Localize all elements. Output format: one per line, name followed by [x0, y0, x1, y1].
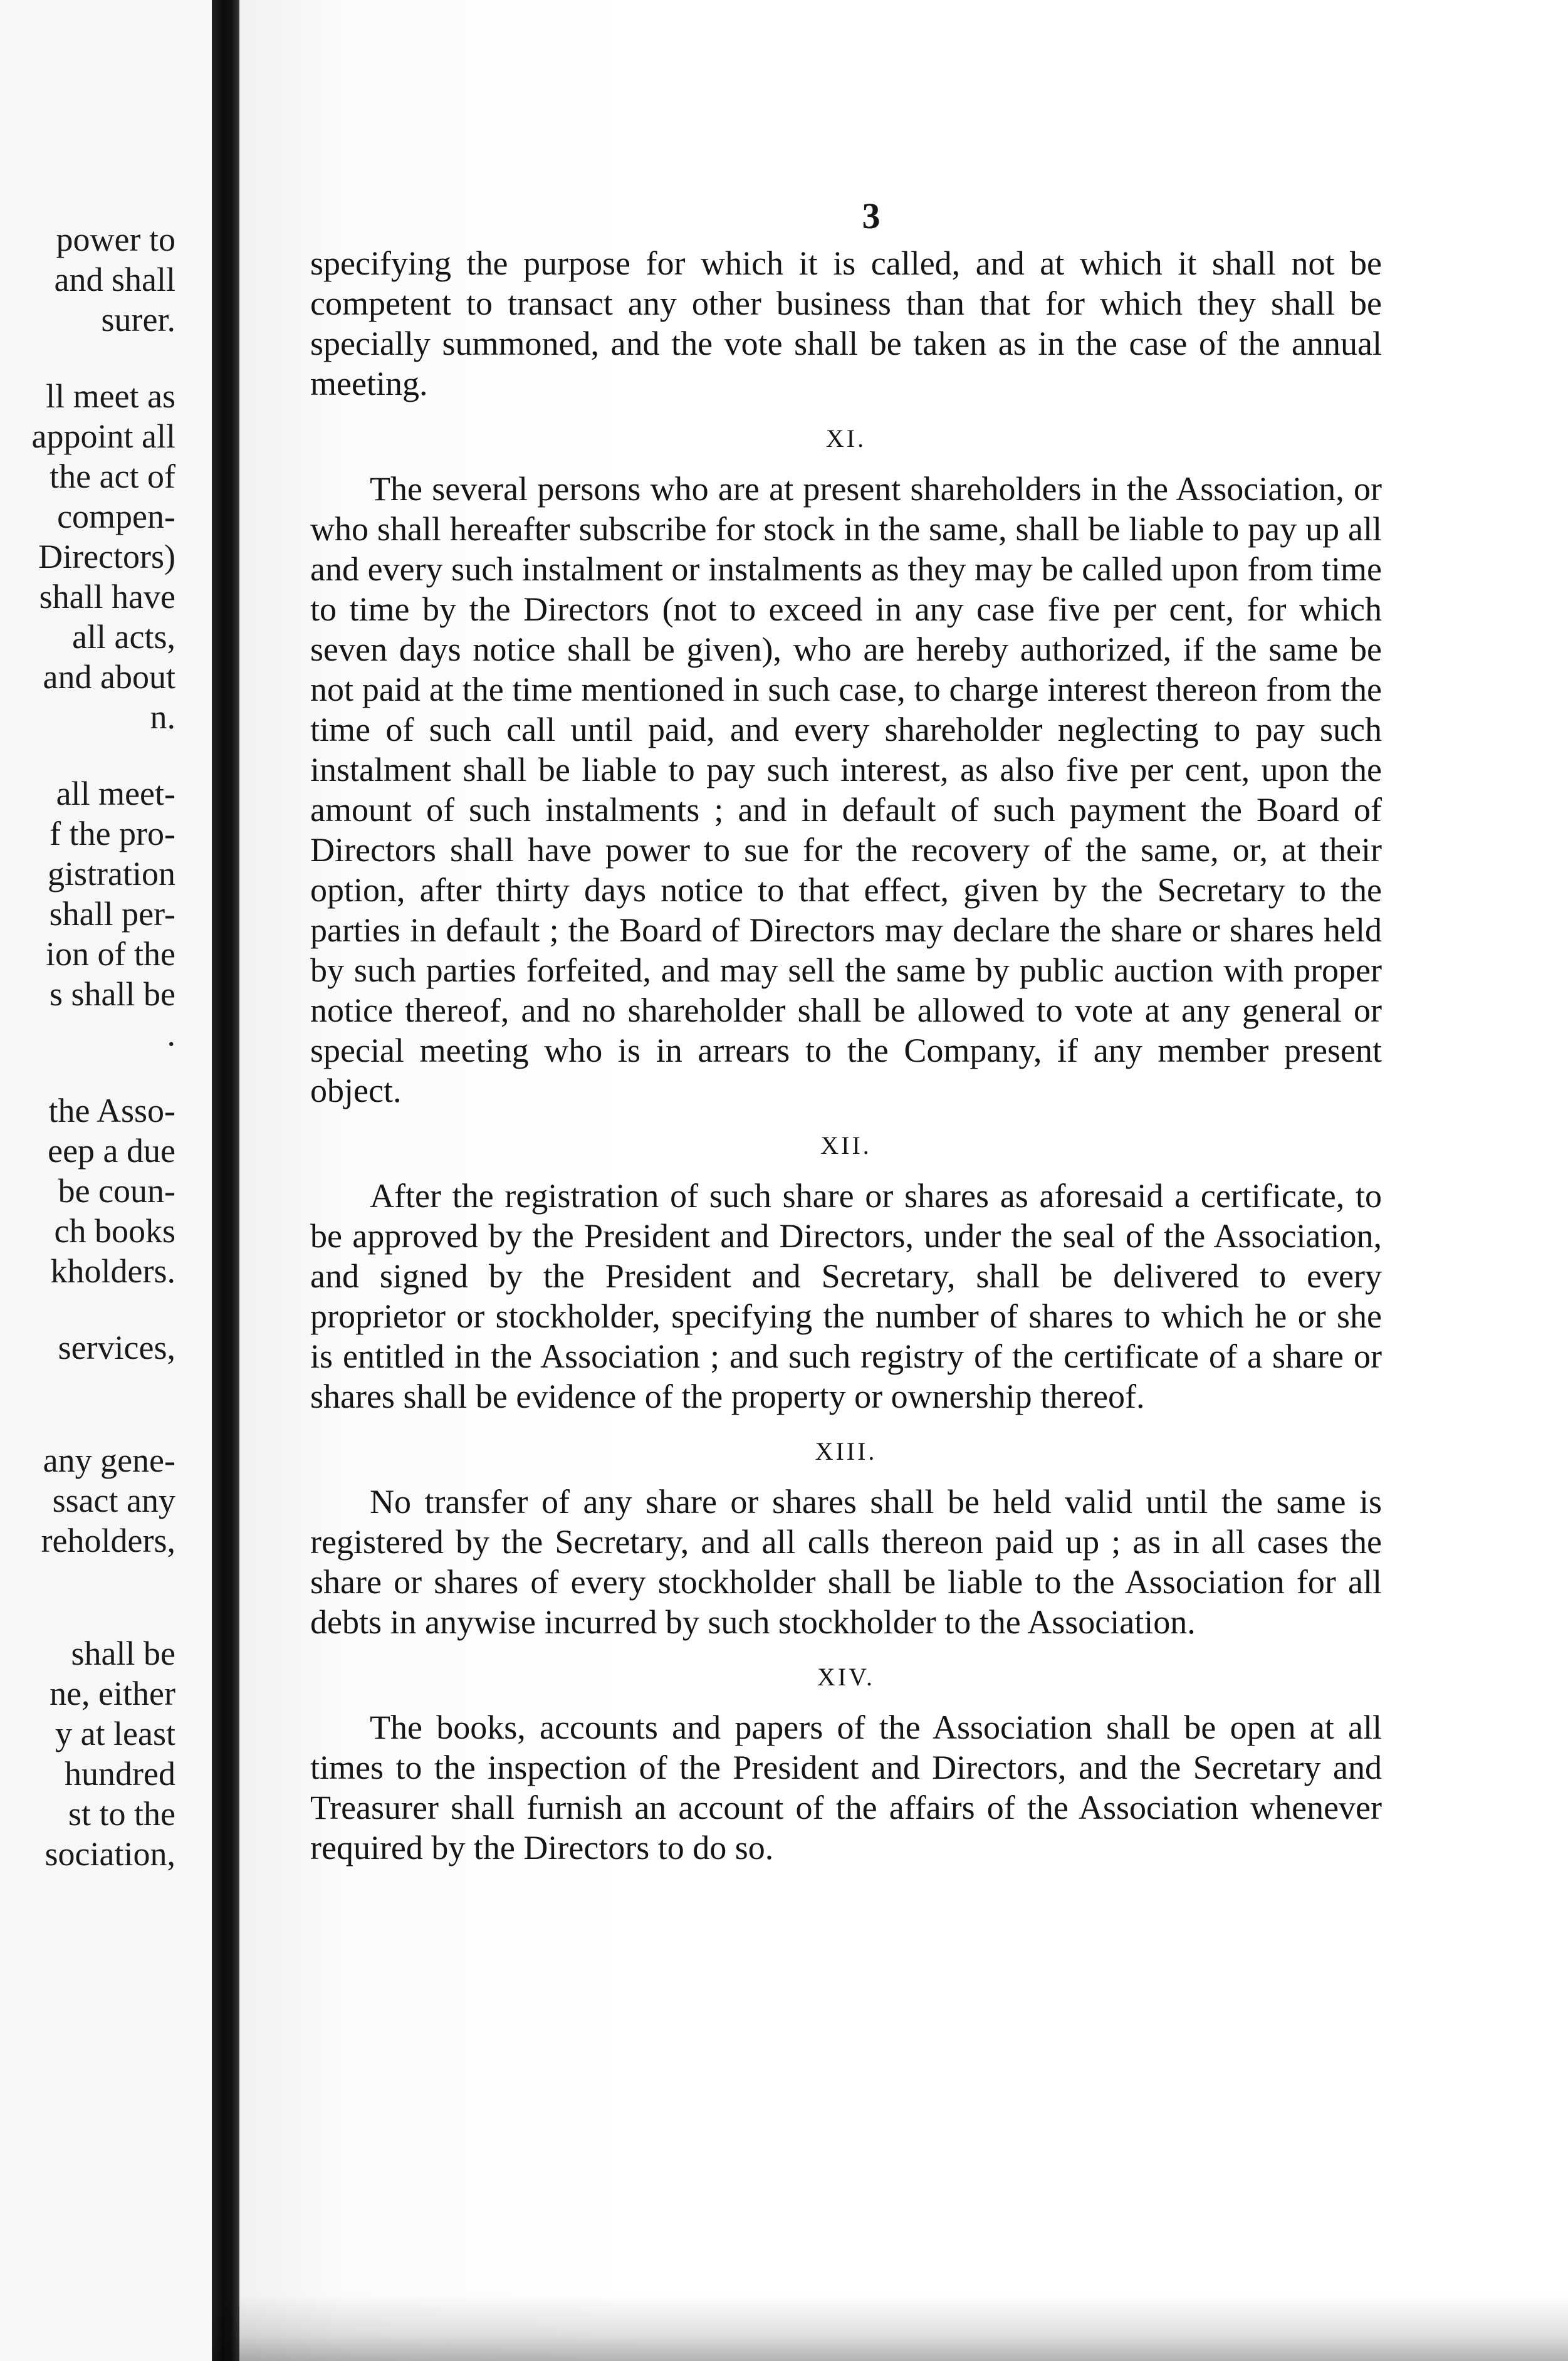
section-heading-xiii: XIII.	[815, 1437, 877, 1465]
left-line: ion of the	[46, 935, 175, 973]
left-line: shall have	[39, 578, 175, 615]
left-block	[0, 1327, 213, 1368]
left-line: compen-	[57, 498, 175, 535]
book-gutter	[212, 0, 239, 2361]
left-line: s shall be	[50, 975, 175, 1013]
left-line: st to the	[68, 1795, 175, 1833]
left-line: y at least	[55, 1715, 175, 1752]
left-block	[0, 1440, 213, 1561]
left-line: the act of	[50, 458, 175, 495]
left-page-fragment	[0, 0, 213, 2361]
left-line: any gene-	[43, 1442, 175, 1479]
left-block	[0, 773, 213, 1054]
left-line: all meet-	[56, 775, 175, 812]
left-line: n.	[150, 698, 175, 736]
section-xi-text: The several persons who are at present shareholders in the Association, or who shall hereafter subscribe for stock in the same, shall be liable to pay up all and every such instalment or instalments as they may be called upon from time to time by the Directors (not to exceed in any case five per cent, for which seven days notice shall be given), who are hereby authorized, if the same be not paid at the time mentioned in such case, to charge interest thereon from the time of such call until paid, and every shareholder neglecting to pay such instalment shall be liable to pay such interest, as also five per cent, upon the amount of such instalments ; and in default of such payment the Board of Directors shall have power to sue for the recovery of the same, or, at their option, after thirty days notice to that effect, given by the Secretary to the parties in default ; the Board of Directors may declare the share or shares held by such parties forfeited, and may sell the same by public auction with proper notice thereof, and no shareholder shall be allowed to vote at any general or special meeting who is in arrears to the Company, if any member present object.	[310, 470, 1382, 1109]
left-line: Directors)	[38, 538, 175, 575]
section-heading-xii: XII.	[820, 1131, 872, 1160]
page-content	[310, 194, 1382, 1868]
left-line: sociation,	[44, 1835, 175, 1873]
left-line: shall per-	[49, 895, 175, 933]
left-line: shall be	[71, 1635, 175, 1672]
left-line: eep a due	[48, 1132, 175, 1170]
section-xii-text: After the registration of such share or shares as aforesaid a certificate, to be approved by the President and Directors, under the seal of the Association, and signed by the President and Secretary, shall be delivered to every proprietor or stockholder, specifying the number of shares to which he or she is entitled in the Association ; and such registry of the certificate of a share or shares shall be evidence of the property or ownership thereof.	[310, 1177, 1382, 1415]
section-xiv-text: The books, accounts and papers of the Association shall be open at all times to the inspection of the President and Directors, and the Secretary and Treasurer shall furnish an account of the affairs of the Association whenever required by the Directors to do so.	[310, 1709, 1382, 1866]
left-line: be coun-	[58, 1172, 175, 1210]
section-xiii-text: No transfer of any share or shares shall be held valid until the same is registered by the Secretary, and all calls thereon paid up ; as in all cases the share or shares of every stockholder shall be liable to the Association for all debts in anywise incurred by such stockholder to the Association.	[310, 1483, 1382, 1641]
left-block	[0, 376, 213, 737]
page-number: 3	[862, 196, 881, 236]
left-line: ch books	[54, 1212, 175, 1250]
left-line: appoint all	[31, 417, 175, 455]
left-line: gistration	[48, 855, 175, 893]
left-block	[0, 219, 213, 340]
left-line: the Asso-	[48, 1092, 175, 1129]
left-block	[0, 1633, 213, 1874]
left-line: services,	[58, 1329, 175, 1366]
left-line: and shall	[54, 261, 175, 298]
left-page-text	[0, 219, 213, 1874]
left-line: ne, either	[50, 1675, 175, 1712]
left-line: ssact any	[52, 1482, 175, 1519]
left-line: and about	[43, 658, 175, 696]
left-line: .	[167, 1015, 175, 1053]
section-heading-xiv: XIV.	[817, 1663, 875, 1691]
left-block	[0, 1091, 213, 1291]
left-line: reholders,	[41, 1522, 175, 1559]
left-line: hundred	[65, 1755, 175, 1793]
left-line: all acts,	[72, 618, 175, 656]
intro-paragraph: specifying the purpose for which it is called, and at which it shall not be competent to transact any other business than that for which they shall be specially summoned, and the vote shall be taken as in the case of the annual meeting.	[310, 244, 1382, 402]
section-heading-xi: XI.	[825, 424, 867, 453]
left-line: kholders.	[50, 1252, 175, 1290]
page-bottom-shadow	[213, 2294, 1568, 2361]
left-line: surer.	[101, 301, 175, 338]
left-line: ll meet as	[46, 377, 175, 415]
left-line: f the pro-	[50, 815, 175, 852]
left-line: power to	[56, 221, 175, 258]
